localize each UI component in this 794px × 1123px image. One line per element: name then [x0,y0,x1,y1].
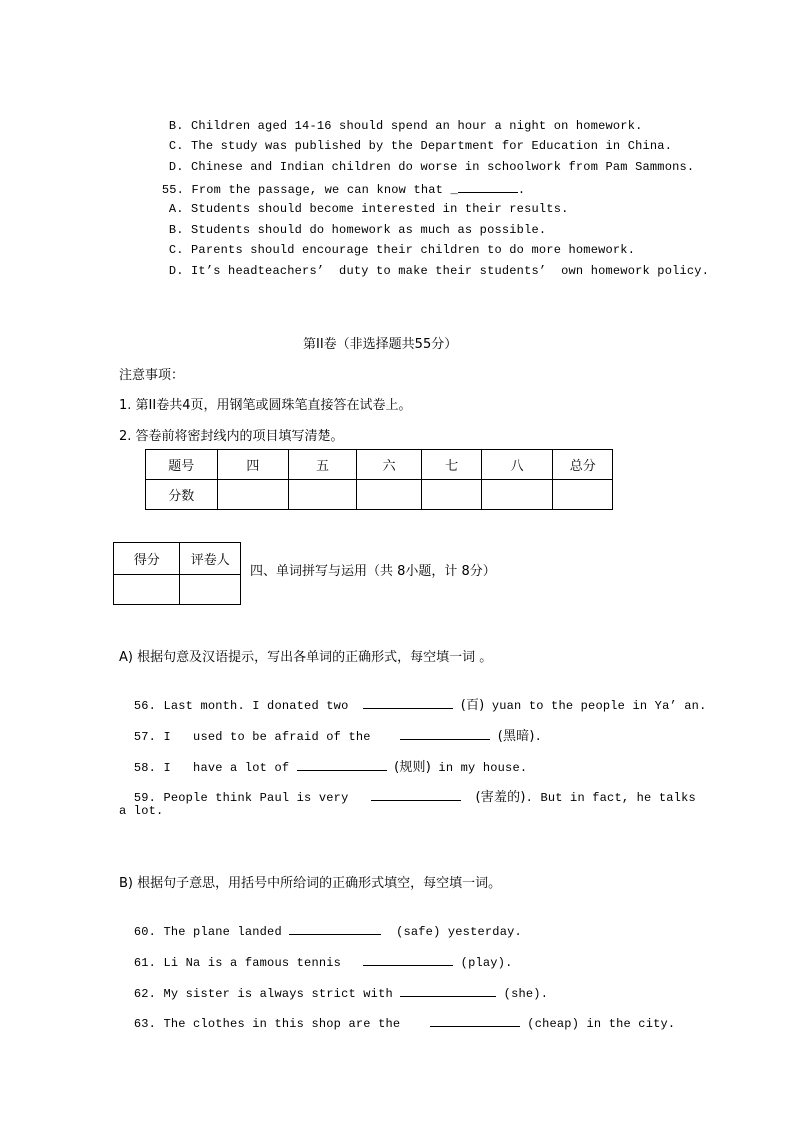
question-text: (cheap) in the city. [519,1017,676,1031]
option-letter: A. [168,202,184,216]
answer-blank [430,1014,520,1027]
table-cell: 七 [422,450,482,480]
notice-item-2: 2. 答卷前将密封线内的项目填写清楚。 [119,429,344,444]
score-cell [553,480,613,510]
question-number: 61. [133,956,157,970]
question-text: (she). [496,987,549,1001]
question-text: The clothes in this shop are the [163,1017,430,1031]
question-number: 58. [133,761,157,775]
grader-box [113,542,241,605]
option-text: Students should do homework as much as possible. [191,223,547,237]
score-table-header-row [146,450,613,480]
hint: (百) [460,698,485,713]
score-cell [356,480,422,510]
answer-blank [371,788,461,801]
table-cell: 四 [217,450,289,480]
table-cell: 题号 [146,450,218,480]
question-number: 56. [133,699,157,713]
question-61 [119,937,513,971]
table-cell: 总分 [553,450,613,480]
score-cell [114,575,180,605]
table-cell: 分数 [146,480,218,510]
score-cell [180,575,241,605]
section-a-instruction: A) 根据句意及汉语提示，写出各单词的正确形式，每空填一词 。 [119,650,493,665]
score-table-row [146,480,613,510]
question-number: 60. [133,925,157,939]
question-59-continuation: a lot. [119,804,164,818]
table-cell: 得分 [114,543,180,575]
question-number: 62. [133,987,157,1001]
score-cell [289,480,357,510]
question-text: Li Na is a famous tennis [163,956,364,970]
score-cell [481,480,553,510]
part-title: 第II卷（非选择题共55分） [303,337,458,352]
option-letter: C. [168,139,184,153]
option-letter: C. [168,243,184,257]
option-letter: B. [168,223,184,237]
question-text: The plane landed [163,925,290,939]
question-text: yuan to the people in Ya’ an. [484,699,707,713]
answer-blank [289,922,381,935]
option-text: The study was published by the Department for Education in China. [191,139,673,153]
notice-item-1: 1. 第II卷共4页，用钢笔或圆珠笔直接答在试卷上。 [119,398,412,413]
question-58 [119,742,527,776]
question-number: 59. [133,791,157,805]
option-text: Students should become interested in their results. [191,202,569,216]
question-63 [119,998,675,1032]
hint: (规则) [394,760,432,775]
question-57 [119,711,542,745]
option-letter: D. [168,160,184,174]
question-text: My sister is always strict with [163,987,401,1001]
notice-heading: 注意事项： [119,368,185,383]
question-text: Last month. I donated two [163,699,364,713]
option-text: Chinese and Indian children do worse in schoolwork from Pam Sammons. [191,160,695,174]
score-cell [217,480,289,510]
question-text: People think Paul is very [163,791,371,805]
section-b-instruction: B) 根据句子意思，用括号中所给词的正确形式填空，每空填一词。 [119,876,502,891]
question-56 [119,680,706,714]
question-59 [119,772,696,806]
question-text: I have a lot of [163,761,297,775]
option-55-d [154,247,709,279]
grader-box-row [114,575,241,605]
table-cell: 五 [289,450,357,480]
answer-blank [400,727,490,740]
answer-blank [363,953,453,966]
section-title: 四、单词拼写与运用（共 8小题，计 8分） [250,564,496,579]
question-text: (play). [453,956,513,970]
question-text: I used to be afraid of the [163,730,401,744]
answer-blank [363,696,453,709]
question-end: . [517,183,526,197]
question-text: in my house. [431,761,528,775]
question-text: . But in fact, he talks [525,791,696,805]
answer-blank [400,984,496,997]
table-cell: 六 [356,450,422,480]
option-text: Parents should encourage their children to do more homework. [191,243,636,257]
grader-box-header [114,543,241,575]
option-text: It’s headteachers’ duty to make their students’ own homework policy. [191,264,710,278]
question-text: . [534,730,543,744]
question-number: 57. [133,730,157,744]
question-number: 55. [161,183,185,197]
question-stem: From the passage, we can know that _ [191,183,458,197]
option-letter: D. [168,264,184,278]
question-60 [119,906,522,940]
answer-blank [297,758,387,771]
table-cell: 八 [481,450,553,480]
question-62 [119,968,548,1002]
question-number: 63. [133,1017,157,1031]
hint: (害羞的) [475,790,526,805]
table-cell: 评卷人 [180,543,241,575]
option-text: Children aged 14-16 should spend an hour a night on homework. [191,119,643,133]
question-text: (safe) yesterday. [388,925,522,939]
score-table [145,449,613,510]
hint: (黑暗) [497,729,535,744]
score-cell [422,480,482,510]
option-letter: B. [168,119,184,133]
